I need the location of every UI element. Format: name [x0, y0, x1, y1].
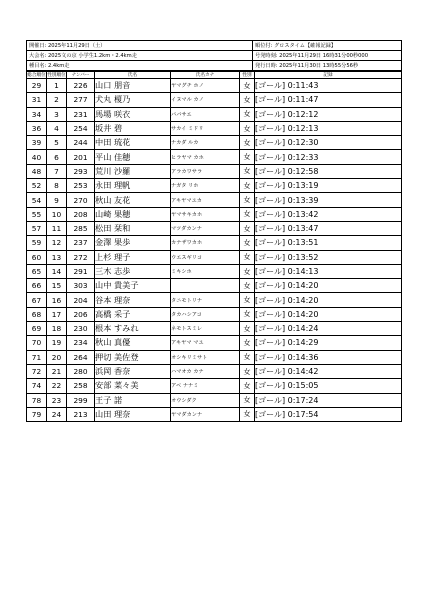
- table-row: [27, 250, 402, 264]
- table-row: [27, 121, 402, 135]
- sex-cell: 女: [240, 293, 255, 307]
- event-name: 大会名: 2025文の京 小学生1.2km・2.4km走: [27, 51, 253, 61]
- bib-number-cell: 299: [67, 393, 95, 407]
- runner-name-cell: 三木 志歩: [95, 264, 171, 278]
- sex-cell: 女: [240, 107, 255, 121]
- runner-name-cell: 山中 貴美子: [95, 279, 171, 293]
- gender-rank-cell: 2: [47, 93, 67, 107]
- record-cell: [ゴール] 0:13:51: [255, 236, 402, 250]
- record-cell: [ゴール] 0:14:36: [255, 350, 402, 364]
- runner-name-cell: 王子 諾: [95, 393, 171, 407]
- runner-kana-cell: ヤマグチ ホノ: [171, 79, 240, 93]
- col-sex: 性別: [240, 72, 255, 79]
- ranking-basis: 順位付: グロスタイム【確報記録】: [253, 41, 402, 51]
- table-row: [27, 107, 402, 121]
- overall-rank-cell: 67: [27, 293, 47, 307]
- sex-cell: 女: [240, 322, 255, 336]
- sex-cell: 女: [240, 336, 255, 350]
- record-cell: [ゴール] 0:15:05: [255, 379, 402, 393]
- sex-cell: 女: [240, 136, 255, 150]
- runner-kana-cell: ウエスギリコ: [171, 250, 240, 264]
- table-row: [27, 393, 402, 407]
- runner-name-cell: 押切 美佐登: [95, 350, 171, 364]
- table-row: [27, 379, 402, 393]
- sex-cell: 女: [240, 193, 255, 207]
- bib-number-cell: 231: [67, 107, 95, 121]
- sex-cell: 女: [240, 264, 255, 278]
- gender-rank-cell: 12: [47, 236, 67, 250]
- overall-rank-cell: 59: [27, 236, 47, 250]
- table-row: [27, 236, 402, 250]
- overall-rank-cell: 36: [27, 121, 47, 135]
- record-cell: [ゴール] 0:14:24: [255, 322, 402, 336]
- sex-cell: 女: [240, 393, 255, 407]
- runner-kana-cell: アキヤマユカ: [171, 193, 240, 207]
- bib-number-cell: 285: [67, 221, 95, 235]
- runner-name-cell: 山崎 果穂: [95, 207, 171, 221]
- overall-rank-cell: 39: [27, 136, 47, 150]
- runner-kana-cell: サカイ ミドリ: [171, 121, 240, 135]
- overall-rank-cell: 29: [27, 79, 47, 93]
- record-cell: [ゴール] 0:12:58: [255, 164, 402, 178]
- runner-kana-cell: [171, 279, 240, 293]
- sex-cell: 女: [240, 407, 255, 421]
- overall-rank-cell: 52: [27, 179, 47, 193]
- bib-number-cell: 244: [67, 136, 95, 150]
- record-cell: [ゴール] 0:17:54: [255, 407, 402, 421]
- gender-rank-cell: 8: [47, 179, 67, 193]
- bib-number-cell: 258: [67, 379, 95, 393]
- record-cell: [ゴール] 0:17:24: [255, 393, 402, 407]
- gender-rank-cell: 19: [47, 336, 67, 350]
- table-row: [27, 293, 402, 307]
- sex-cell: 女: [240, 79, 255, 93]
- overall-rank-cell: 65: [27, 264, 47, 278]
- gender-rank-cell: 10: [47, 207, 67, 221]
- runner-kana-cell: ババサエ: [171, 107, 240, 121]
- table-row: [27, 307, 402, 321]
- issued-time: 発行日時: 2025年11月30日 13時55分56秒: [253, 61, 402, 71]
- table-row: [27, 79, 402, 93]
- runner-kana-cell: タカハシアコ: [171, 307, 240, 321]
- sex-cell: 女: [240, 350, 255, 364]
- table-row: [27, 364, 402, 378]
- bib-number-cell: 293: [67, 164, 95, 178]
- runner-kana-cell: アラカワサラ: [171, 164, 240, 178]
- record-cell: [ゴール] 0:12:30: [255, 136, 402, 150]
- record-cell: [ゴール] 0:13:39: [255, 193, 402, 207]
- gender-rank-cell: 20: [47, 350, 67, 364]
- col-name: 氏名: [95, 72, 171, 79]
- bib-number-cell: 277: [67, 93, 95, 107]
- sex-cell: 女: [240, 250, 255, 264]
- start-time: 号発時刻: 2025年11月29日 16時31分00秒000: [253, 51, 402, 61]
- gender-rank-cell: 14: [47, 264, 67, 278]
- overall-rank-cell: 66: [27, 279, 47, 293]
- gender-rank-cell: 6: [47, 150, 67, 164]
- record-cell: [ゴール] 0:14:20: [255, 279, 402, 293]
- table-row: [27, 221, 402, 235]
- record-cell: [ゴール] 0:14:20: [255, 307, 402, 321]
- sex-cell: 女: [240, 164, 255, 178]
- overall-rank-cell: 48: [27, 164, 47, 178]
- category-name: 種目名: 2.4km走: [27, 61, 253, 71]
- bib-number-cell: 270: [67, 193, 95, 207]
- bib-number-cell: 201: [67, 150, 95, 164]
- table-row: [27, 407, 402, 421]
- sex-cell: 女: [240, 93, 255, 107]
- runner-name-cell: 浜岡 香奈: [95, 364, 171, 378]
- sex-cell: 女: [240, 279, 255, 293]
- runner-kana-cell: ハマオカ カナ: [171, 364, 240, 378]
- results-table: [26, 71, 402, 422]
- record-cell: [ゴール] 0:12:13: [255, 121, 402, 135]
- event-date: 開催日: 2025年11月29日（土）: [27, 41, 253, 51]
- overall-rank-cell: 68: [27, 307, 47, 321]
- gender-rank-cell: 23: [47, 393, 67, 407]
- runner-kana-cell: ヤマダカンナ: [171, 407, 240, 421]
- overall-rank-cell: 70: [27, 336, 47, 350]
- col-bib: ナンバー: [67, 72, 95, 79]
- sex-cell: 女: [240, 236, 255, 250]
- record-cell: [ゴール] 0:13:47: [255, 221, 402, 235]
- bib-number-cell: 226: [67, 79, 95, 93]
- gender-rank-cell: 3: [47, 107, 67, 121]
- table-row: [27, 179, 402, 193]
- record-cell: [ゴール] 0:13:42: [255, 207, 402, 221]
- gender-rank-cell: 22: [47, 379, 67, 393]
- runner-name-cell: 根本 すみれ: [95, 322, 171, 336]
- overall-rank-cell: 78: [27, 393, 47, 407]
- overall-rank-cell: 69: [27, 322, 47, 336]
- bib-number-cell: 272: [67, 250, 95, 264]
- runner-name-cell: 金澤 果歩: [95, 236, 171, 250]
- table-row: [27, 136, 402, 150]
- table-row: [27, 164, 402, 178]
- runner-name-cell: 中田 琉花: [95, 136, 171, 150]
- runner-kana-cell: アキヤマ マユ: [171, 336, 240, 350]
- runner-name-cell: 山田 理奈: [95, 407, 171, 421]
- gender-rank-cell: 21: [47, 364, 67, 378]
- bib-number-cell: 213: [67, 407, 95, 421]
- table-row: [27, 279, 402, 293]
- bib-number-cell: 206: [67, 307, 95, 321]
- runner-name-cell: 高橋 采子: [95, 307, 171, 321]
- runner-kana-cell: ヤマサキカホ: [171, 207, 240, 221]
- runner-kana-cell: ナガタ リホ: [171, 179, 240, 193]
- table-row: [27, 207, 402, 221]
- results-sheet: [26, 40, 401, 422]
- bib-number-cell: 204: [67, 293, 95, 307]
- runner-kana-cell: ネモトスミレ: [171, 322, 240, 336]
- table-row: [27, 350, 402, 364]
- runner-kana-cell: ナカダ ルカ: [171, 136, 240, 150]
- table-row: [27, 264, 402, 278]
- record-cell: [ゴール] 0:14:13: [255, 264, 402, 278]
- overall-rank-cell: 40: [27, 150, 47, 164]
- table-row: [27, 336, 402, 350]
- overall-rank-cell: 72: [27, 364, 47, 378]
- record-cell: [ゴール] 0:12:12: [255, 107, 402, 121]
- runner-name-cell: 上杉 理子: [95, 250, 171, 264]
- col-overall-rank: 総合順位: [27, 73, 46, 78]
- bib-number-cell: 264: [67, 350, 95, 364]
- runner-name-cell: 松田 栞和: [95, 221, 171, 235]
- record-cell: [ゴール] 0:14:20: [255, 293, 402, 307]
- overall-rank-cell: 54: [27, 193, 47, 207]
- runner-kana-cell: タニモトリナ: [171, 293, 240, 307]
- overall-rank-cell: 79: [27, 407, 47, 421]
- sex-cell: 女: [240, 150, 255, 164]
- bib-number-cell: 303: [67, 279, 95, 293]
- table-row: [27, 322, 402, 336]
- gender-rank-cell: 17: [47, 307, 67, 321]
- sex-cell: 女: [240, 179, 255, 193]
- overall-rank-cell: 60: [27, 250, 47, 264]
- bib-number-cell: 253: [67, 179, 95, 193]
- runner-kana-cell: オウシダク: [171, 393, 240, 407]
- runner-name-cell: 犬丸 榎乃: [95, 93, 171, 107]
- col-kana: 氏名カナ: [171, 72, 240, 79]
- runner-kana-cell: カナザワカホ: [171, 236, 240, 250]
- sex-cell: 女: [240, 207, 255, 221]
- table-row: [27, 150, 402, 164]
- event-header: [26, 40, 402, 71]
- gender-rank-cell: 15: [47, 279, 67, 293]
- runner-name-cell: 秋山 真優: [95, 336, 171, 350]
- overall-rank-cell: 34: [27, 107, 47, 121]
- gender-rank-cell: 1: [47, 79, 67, 93]
- sex-cell: 女: [240, 221, 255, 235]
- col-gender-rank: 性別順位: [47, 73, 66, 78]
- runner-name-cell: 馬場 咲衣: [95, 107, 171, 121]
- bib-number-cell: 230: [67, 322, 95, 336]
- runner-kana-cell: ヒラヤマ カホ: [171, 150, 240, 164]
- gender-rank-cell: 24: [47, 407, 67, 421]
- runner-name-cell: 秋山 友花: [95, 193, 171, 207]
- runner-name-cell: 永田 理帆: [95, 179, 171, 193]
- gender-rank-cell: 5: [47, 136, 67, 150]
- runner-name-cell: 荒川 沙羅: [95, 164, 171, 178]
- gender-rank-cell: 7: [47, 164, 67, 178]
- gender-rank-cell: 13: [47, 250, 67, 264]
- record-cell: [ゴール] 0:11:43: [255, 79, 402, 93]
- runner-kana-cell: アベ ナナミ: [171, 379, 240, 393]
- sex-cell: 女: [240, 364, 255, 378]
- gender-rank-cell: 4: [47, 121, 67, 135]
- gender-rank-cell: 9: [47, 193, 67, 207]
- sex-cell: 女: [240, 121, 255, 135]
- record-cell: [ゴール] 0:13:52: [255, 250, 402, 264]
- overall-rank-cell: 55: [27, 207, 47, 221]
- record-cell: [ゴール] 0:12:33: [255, 150, 402, 164]
- bib-number-cell: 234: [67, 336, 95, 350]
- gender-rank-cell: 11: [47, 221, 67, 235]
- bib-number-cell: 291: [67, 264, 95, 278]
- table-header-row: [27, 72, 402, 79]
- bib-number-cell: 280: [67, 364, 95, 378]
- record-cell: [ゴール] 0:11:47: [255, 93, 402, 107]
- runner-name-cell: 平山 佳穂: [95, 150, 171, 164]
- overall-rank-cell: 71: [27, 350, 47, 364]
- bib-number-cell: 254: [67, 121, 95, 135]
- runner-kana-cell: ミキシホ: [171, 264, 240, 278]
- bib-number-cell: 208: [67, 207, 95, 221]
- sex-cell: 女: [240, 379, 255, 393]
- runner-name-cell: 谷本 理奈: [95, 293, 171, 307]
- record-cell: [ゴール] 0:13:19: [255, 179, 402, 193]
- col-record: 記録: [255, 72, 402, 79]
- overall-rank-cell: 74: [27, 379, 47, 393]
- record-cell: [ゴール] 0:14:42: [255, 364, 402, 378]
- runner-kana-cell: オシキリミサト: [171, 350, 240, 364]
- overall-rank-cell: 57: [27, 221, 47, 235]
- bib-number-cell: 237: [67, 236, 95, 250]
- runner-name-cell: 山口 朋音: [95, 79, 171, 93]
- table-row: [27, 193, 402, 207]
- gender-rank-cell: 18: [47, 322, 67, 336]
- overall-rank-cell: 31: [27, 93, 47, 107]
- runner-kana-cell: イヌマル カノ: [171, 93, 240, 107]
- table-row: [27, 93, 402, 107]
- runner-name-cell: 安部 菜々美: [95, 379, 171, 393]
- runner-kana-cell: マツダカンナ: [171, 221, 240, 235]
- sex-cell: 女: [240, 307, 255, 321]
- gender-rank-cell: 16: [47, 293, 67, 307]
- record-cell: [ゴール] 0:14:29: [255, 336, 402, 350]
- runner-name-cell: 坂井 碧: [95, 121, 171, 135]
